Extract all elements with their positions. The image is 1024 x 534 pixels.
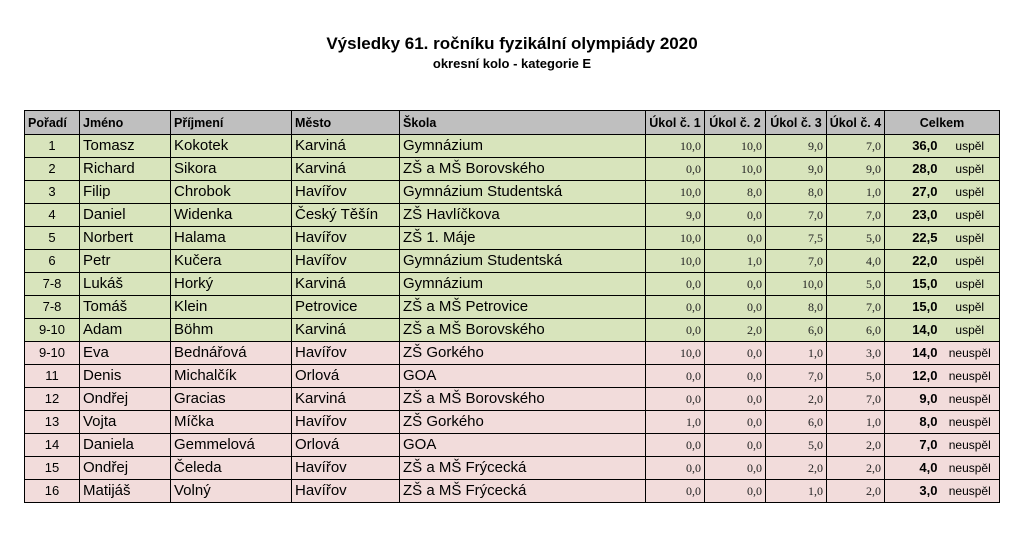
table-row (25, 319, 1000, 342)
cell-city: Havířov (292, 227, 400, 250)
cell-total: 9,0 (885, 388, 941, 411)
cell-task-1: 1,0 (646, 411, 705, 434)
cell-school: GOA (400, 434, 646, 457)
cell-name: Norbert (80, 227, 171, 250)
cell-task-1: 0,0 (646, 480, 705, 503)
cell-total: 4,0 (885, 457, 941, 480)
cell-task-3: 6,0 (766, 411, 827, 434)
cell-rank: 3 (25, 181, 80, 204)
cell-status: uspěl (941, 273, 1000, 296)
cell-total: 14,0 (885, 342, 941, 365)
cell-school: ZŠ a MŠ Petrovice (400, 296, 646, 319)
cell-task-2: 0,0 (705, 411, 766, 434)
cell-rank: 13 (25, 411, 80, 434)
cell-surname: Sikora (171, 158, 292, 181)
cell-school: Gymnázium (400, 273, 646, 296)
cell-task-1: 10,0 (646, 227, 705, 250)
cell-total: 22,5 (885, 227, 941, 250)
cell-task-4: 4,0 (827, 250, 885, 273)
cell-school: Gymnázium (400, 135, 646, 158)
cell-total: 22,0 (885, 250, 941, 273)
cell-city: Havířov (292, 480, 400, 503)
cell-task-3: 6,0 (766, 319, 827, 342)
cell-task-2: 0,0 (705, 365, 766, 388)
cell-rank: 2 (25, 158, 80, 181)
cell-task-3: 9,0 (766, 135, 827, 158)
cell-name: Lukáš (80, 273, 171, 296)
cell-status: uspěl (941, 296, 1000, 319)
cell-task-1: 0,0 (646, 388, 705, 411)
cell-task-4: 5,0 (827, 227, 885, 250)
cell-surname: Volný (171, 480, 292, 503)
cell-name: Daniela (80, 434, 171, 457)
cell-task-2: 0,0 (705, 204, 766, 227)
table-row (25, 135, 1000, 158)
cell-total: 14,0 (885, 319, 941, 342)
cell-task-1: 0,0 (646, 158, 705, 181)
table-row (25, 250, 1000, 273)
col-header-task-3: Úkol č. 3 (766, 111, 827, 135)
cell-city: Havířov (292, 457, 400, 480)
cell-task-4: 1,0 (827, 181, 885, 204)
cell-task-3: 8,0 (766, 181, 827, 204)
cell-task-2: 10,0 (705, 135, 766, 158)
cell-name: Vojta (80, 411, 171, 434)
cell-status: neuspěl (941, 434, 1000, 457)
cell-task-4: 2,0 (827, 434, 885, 457)
cell-surname: Kučera (171, 250, 292, 273)
cell-school: ZŠ Gorkého (400, 342, 646, 365)
cell-task-3: 2,0 (766, 457, 827, 480)
cell-city: Orlová (292, 434, 400, 457)
cell-rank: 15 (25, 457, 80, 480)
cell-rank: 1 (25, 135, 80, 158)
cell-city: Český Těšín (292, 204, 400, 227)
cell-rank: 7-8 (25, 296, 80, 319)
cell-total: 3,0 (885, 480, 941, 503)
cell-task-4: 2,0 (827, 457, 885, 480)
cell-school: ZŠ Gorkého (400, 411, 646, 434)
cell-task-3: 7,0 (766, 365, 827, 388)
cell-rank: 14 (25, 434, 80, 457)
cell-total: 28,0 (885, 158, 941, 181)
cell-task-3: 7,5 (766, 227, 827, 250)
cell-city: Karviná (292, 158, 400, 181)
cell-task-2: 1,0 (705, 250, 766, 273)
cell-rank: 9-10 (25, 319, 80, 342)
cell-status: neuspěl (941, 457, 1000, 480)
cell-task-2: 0,0 (705, 342, 766, 365)
cell-task-2: 0,0 (705, 388, 766, 411)
col-header-rank: Pořadí (25, 111, 80, 135)
cell-school: ZŠ Havlíčkova (400, 204, 646, 227)
cell-surname: Horký (171, 273, 292, 296)
cell-task-2: 0,0 (705, 296, 766, 319)
cell-rank: 4 (25, 204, 80, 227)
cell-task-4: 5,0 (827, 365, 885, 388)
cell-school: GOA (400, 365, 646, 388)
cell-task-2: 0,0 (705, 434, 766, 457)
cell-school: ZŠ 1. Máje (400, 227, 646, 250)
cell-total: 27,0 (885, 181, 941, 204)
cell-status: uspěl (941, 158, 1000, 181)
cell-name: Daniel (80, 204, 171, 227)
cell-name: Tomasz (80, 135, 171, 158)
cell-task-4: 3,0 (827, 342, 885, 365)
cell-status: neuspěl (941, 480, 1000, 503)
cell-status: neuspěl (941, 411, 1000, 434)
cell-task-1: 10,0 (646, 250, 705, 273)
cell-task-2: 0,0 (705, 457, 766, 480)
cell-city: Karviná (292, 319, 400, 342)
cell-school: Gymnázium Studentská (400, 181, 646, 204)
cell-total: 8,0 (885, 411, 941, 434)
cell-task-2: 10,0 (705, 158, 766, 181)
cell-name: Adam (80, 319, 171, 342)
col-header-task-1: Úkol č. 1 (646, 111, 705, 135)
cell-name: Ondřej (80, 457, 171, 480)
cell-surname: Michalčík (171, 365, 292, 388)
table-row (25, 388, 1000, 411)
cell-rank: 7-8 (25, 273, 80, 296)
table-row (25, 227, 1000, 250)
cell-task-4: 7,0 (827, 296, 885, 319)
cell-school: ZŠ a MŠ Borovského (400, 158, 646, 181)
cell-surname: Gemmelová (171, 434, 292, 457)
cell-status: neuspěl (941, 342, 1000, 365)
cell-surname: Bednářová (171, 342, 292, 365)
cell-name: Petr (80, 250, 171, 273)
col-header-name: Jméno (80, 111, 171, 135)
cell-surname: Klein (171, 296, 292, 319)
cell-total: 7,0 (885, 434, 941, 457)
col-header-task-4: Úkol č. 4 (827, 111, 885, 135)
cell-task-3: 9,0 (766, 158, 827, 181)
cell-city: Havířov (292, 181, 400, 204)
cell-task-4: 7,0 (827, 204, 885, 227)
cell-school: ZŠ a MŠ Frýcecká (400, 457, 646, 480)
cell-city: Havířov (292, 250, 400, 273)
cell-school: Gymnázium Studentská (400, 250, 646, 273)
cell-total: 15,0 (885, 273, 941, 296)
cell-task-1: 9,0 (646, 204, 705, 227)
cell-task-2: 8,0 (705, 181, 766, 204)
cell-task-2: 0,0 (705, 273, 766, 296)
cell-rank: 9-10 (25, 342, 80, 365)
cell-city: Orlová (292, 365, 400, 388)
cell-task-3: 5,0 (766, 434, 827, 457)
cell-task-1: 10,0 (646, 181, 705, 204)
cell-rank: 5 (25, 227, 80, 250)
cell-surname: Kokotek (171, 135, 292, 158)
cell-rank: 16 (25, 480, 80, 503)
cell-name: Matijáš (80, 480, 171, 503)
cell-task-4: 6,0 (827, 319, 885, 342)
page-title: Výsledky 61. ročníku fyzikální olympiády 2020 (326, 34, 698, 53)
cell-task-1: 0,0 (646, 273, 705, 296)
cell-task-4: 7,0 (827, 135, 885, 158)
cell-task-2: 0,0 (705, 480, 766, 503)
table-row (25, 158, 1000, 181)
cell-status: uspěl (941, 227, 1000, 250)
cell-task-3: 1,0 (766, 480, 827, 503)
cell-task-1: 10,0 (646, 135, 705, 158)
cell-surname: Míčka (171, 411, 292, 434)
cell-status: uspěl (941, 319, 1000, 342)
cell-surname: Čeleda (171, 457, 292, 480)
page-subtitle: okresní kolo - kategorie E (432, 56, 592, 71)
cell-total: 15,0 (885, 296, 941, 319)
cell-task-4: 2,0 (827, 480, 885, 503)
table-row (25, 181, 1000, 204)
cell-rank: 6 (25, 250, 80, 273)
cell-city: Karviná (292, 388, 400, 411)
cell-task-1: 10,0 (646, 342, 705, 365)
cell-task-1: 0,0 (646, 434, 705, 457)
cell-city: Havířov (292, 411, 400, 434)
cell-surname: Böhm (171, 319, 292, 342)
col-header-surname: Příjmení (171, 111, 292, 135)
cell-task-3: 1,0 (766, 342, 827, 365)
cell-status: neuspěl (941, 365, 1000, 388)
cell-city: Karviná (292, 273, 400, 296)
table-row (25, 273, 1000, 296)
cell-task-3: 7,0 (766, 204, 827, 227)
cell-surname: Chrobok (171, 181, 292, 204)
cell-name: Ondřej (80, 388, 171, 411)
cell-name: Filip (80, 181, 171, 204)
table-row (25, 457, 1000, 480)
cell-surname: Halama (171, 227, 292, 250)
cell-task-1: 0,0 (646, 296, 705, 319)
cell-task-4: 5,0 (827, 273, 885, 296)
cell-school: ZŠ a MŠ Frýcecká (400, 480, 646, 503)
cell-city: Petrovice (292, 296, 400, 319)
cell-rank: 12 (25, 388, 80, 411)
col-header-school: Škola (400, 111, 646, 135)
cell-task-3: 10,0 (766, 273, 827, 296)
cell-city: Havířov (292, 342, 400, 365)
cell-total: 36,0 (885, 135, 941, 158)
cell-total: 12,0 (885, 365, 941, 388)
cell-task-1: 0,0 (646, 319, 705, 342)
cell-surname: Widenka (171, 204, 292, 227)
cell-task-3: 8,0 (766, 296, 827, 319)
cell-city: Karviná (292, 135, 400, 158)
cell-status: uspěl (941, 250, 1000, 273)
cell-task-1: 0,0 (646, 457, 705, 480)
cell-rank: 11 (25, 365, 80, 388)
cell-task-2: 2,0 (705, 319, 766, 342)
col-header-city: Město (292, 111, 400, 135)
cell-name: Richard (80, 158, 171, 181)
table-row (25, 296, 1000, 319)
cell-task-1: 0,0 (646, 365, 705, 388)
col-header-task-2: Úkol č. 2 (705, 111, 766, 135)
cell-school: ZŠ a MŠ Borovského (400, 319, 646, 342)
table-row (25, 365, 1000, 388)
cell-school: ZŠ a MŠ Borovského (400, 388, 646, 411)
results-table (24, 110, 1000, 503)
cell-status: neuspěl (941, 388, 1000, 411)
cell-task-2: 0,0 (705, 227, 766, 250)
table-row (25, 411, 1000, 434)
table-row (25, 480, 1000, 503)
cell-total: 23,0 (885, 204, 941, 227)
cell-status: uspěl (941, 135, 1000, 158)
cell-name: Tomáš (80, 296, 171, 319)
col-header-total: Celkem (885, 111, 1000, 135)
cell-task-4: 9,0 (827, 158, 885, 181)
table-row (25, 342, 1000, 365)
cell-name: Eva (80, 342, 171, 365)
cell-surname: Gracias (171, 388, 292, 411)
table-header-row (25, 111, 1000, 135)
cell-task-3: 2,0 (766, 388, 827, 411)
cell-task-3: 7,0 (766, 250, 827, 273)
cell-task-4: 7,0 (827, 388, 885, 411)
cell-task-4: 1,0 (827, 411, 885, 434)
cell-name: Denis (80, 365, 171, 388)
cell-status: uspěl (941, 204, 1000, 227)
table-row (25, 434, 1000, 457)
cell-status: uspěl (941, 181, 1000, 204)
table-row (25, 204, 1000, 227)
